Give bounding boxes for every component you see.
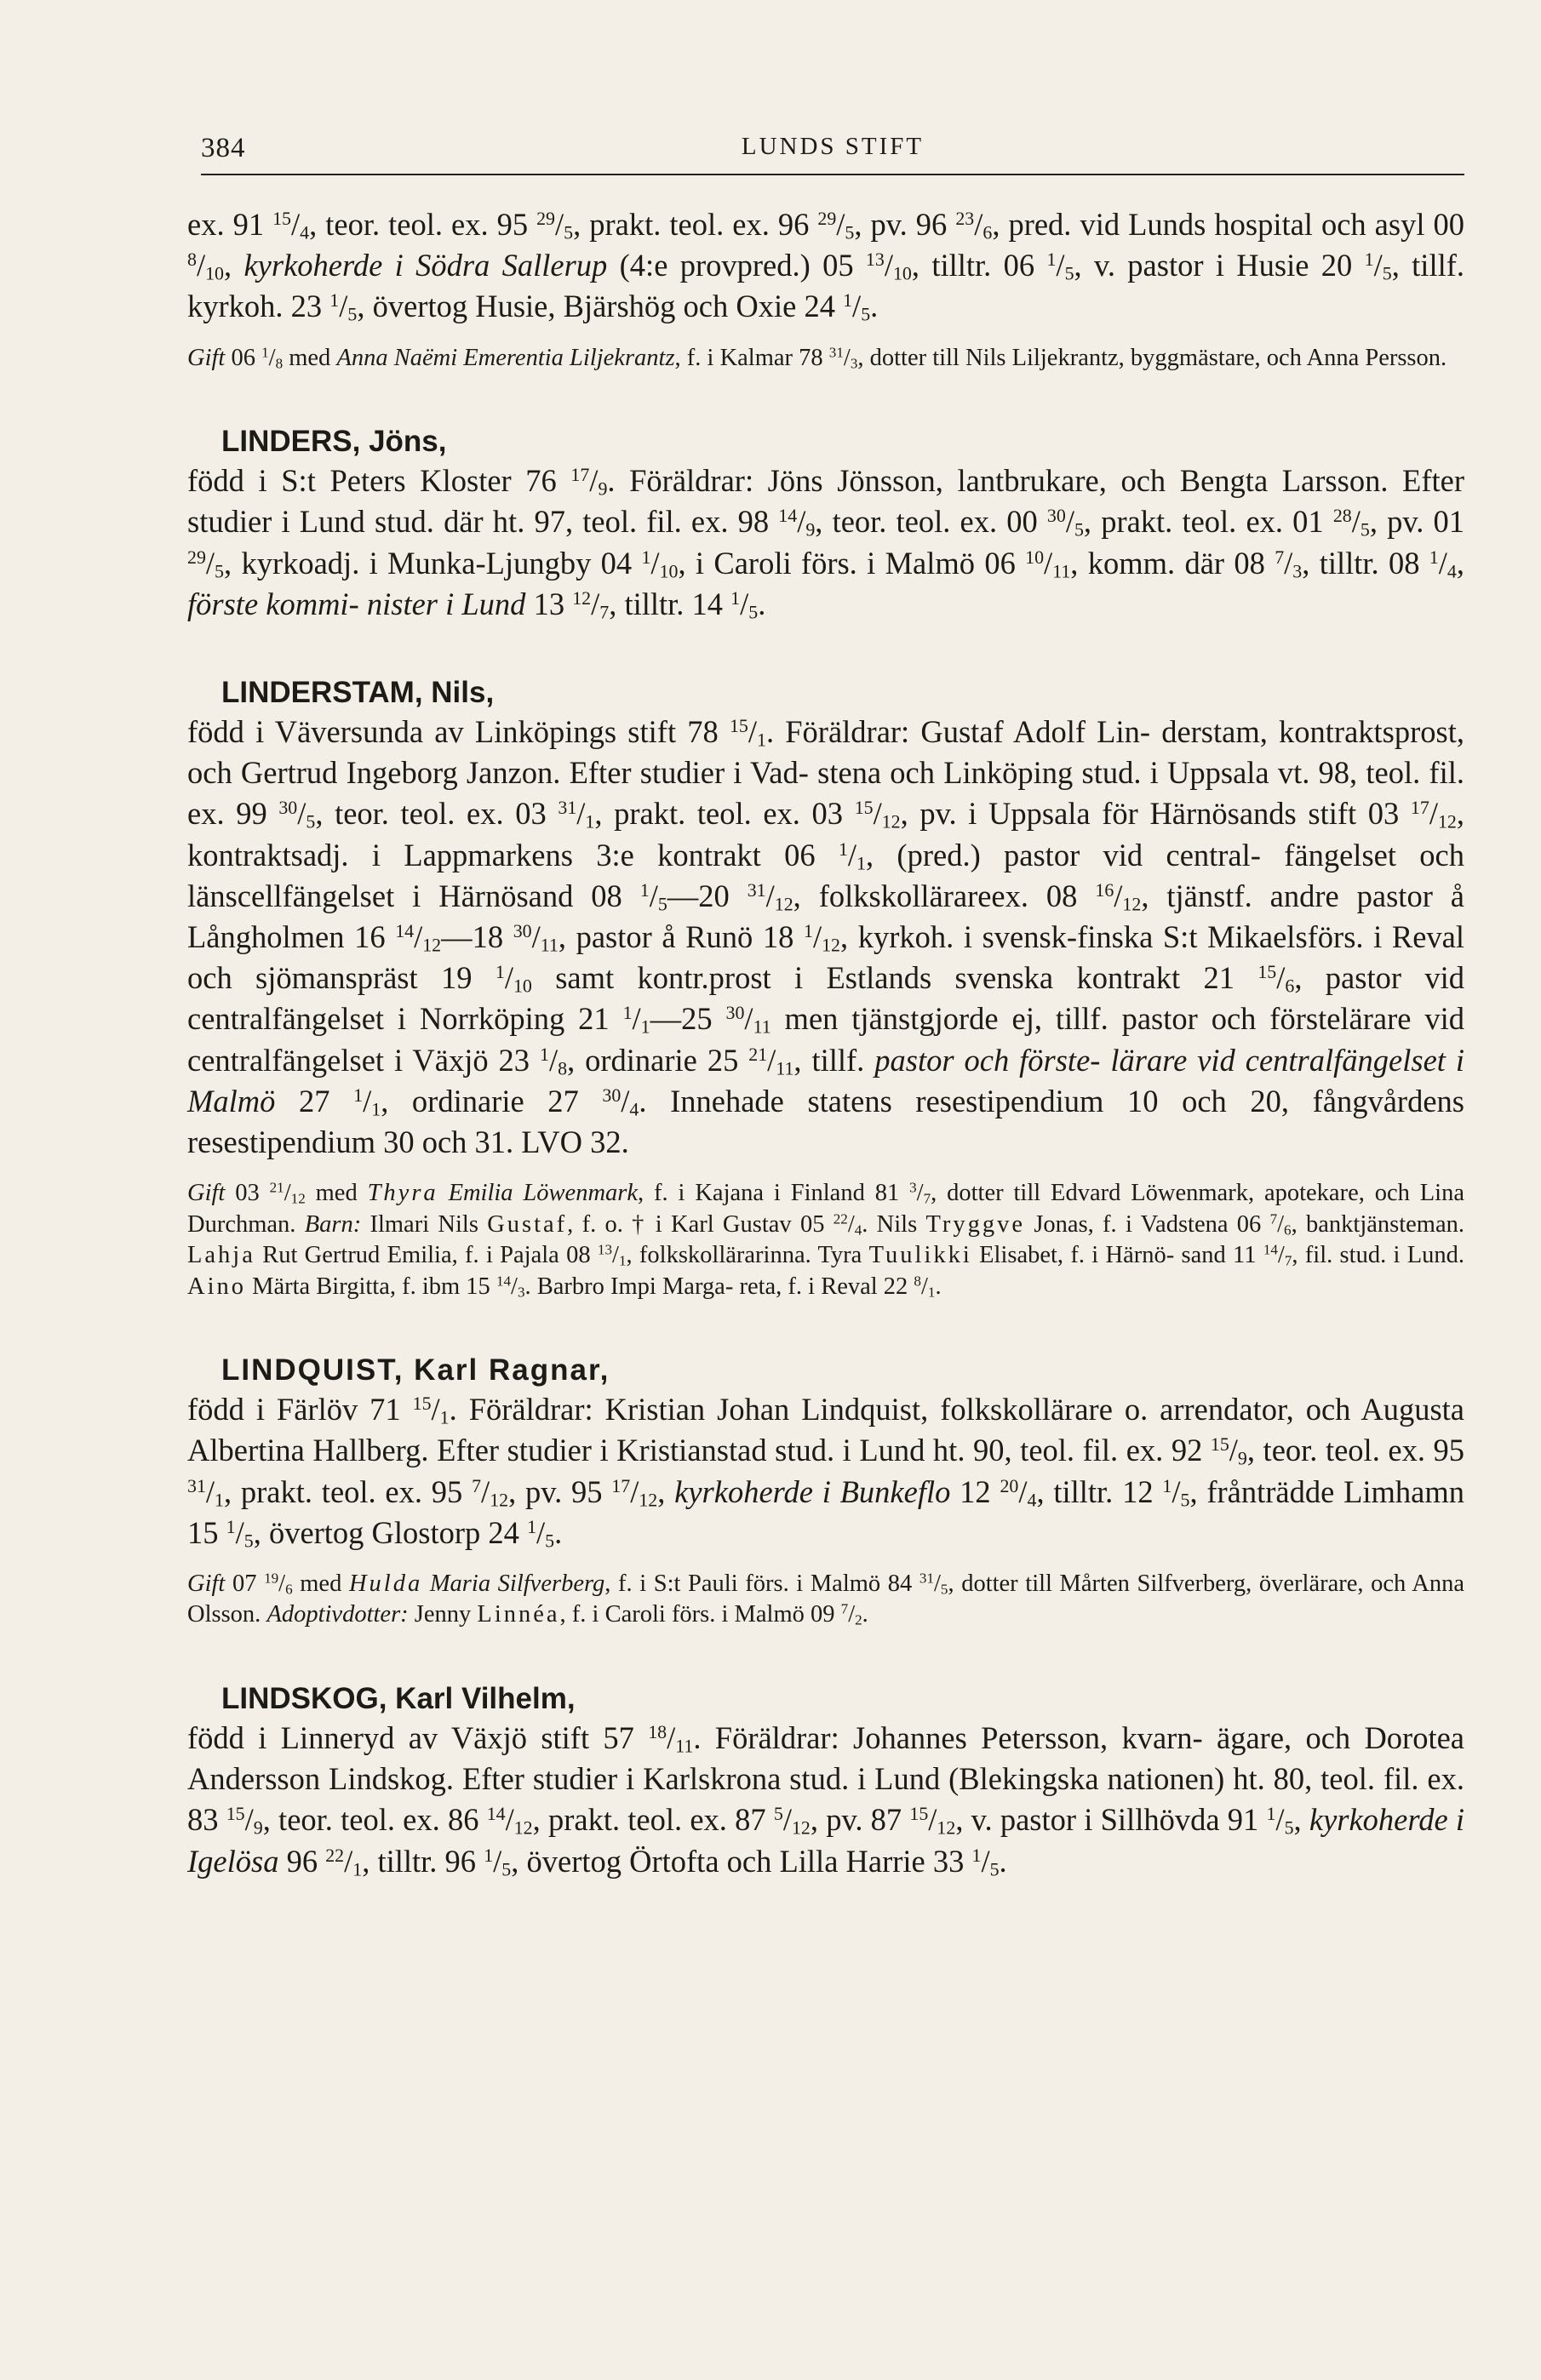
- entry-heading: LINDERSTAM, Nils,: [221, 675, 495, 709]
- entry-family: Gift 07 $^{19}/_6$ med Hulda Maria Silfverberg, f. i S:t Pauli förs. i Malmö 84 $^{31}/_5$, dotter till Mårten Silfverberg, överlärare, och Anna Olsson. Adoptivdotter: Jenny Linnéa, f. i Caroli förs. i Malmö 09 $^7/_2$.: [187, 1570, 1465, 1628]
- entry-body: född i S:t Peters Kloster 76 $^{17}/_9$. Föräldrar: Jöns Jönsson, lantbrukare, och Bengta Larsson. Efter studier i Lund stud. där ht. 97, teol. fil. ex. 98 $^{14}/_9$, teor. teol. ex. 00 $^{30}/_5$, prakt. teol. ex. 01 $^{28}/_5$, pv. 01 $^{29}/_5$, kyrkoadj. i Munka-Ljungby 04 $^1/_{10}$, i Caroli förs. i Malmö 06 $^{10}/_{11}$, komm. där 08 $^7/_3$, tilltr. 08 $^1/_4$, förste kommi- nister i Lund 13 $^{12}/_7$, tilltr. 14 $^1/_5$.: [187, 463, 1464, 623]
- entry-heading: LINDSKOG, Karl Vilhelm,: [221, 1681, 576, 1715]
- entry-heading: LINDERS, Jöns,: [221, 425, 447, 459]
- entry-heading: LINDQUIST, Karl Ragnar,: [221, 1353, 610, 1387]
- entry-linders: [187, 423, 1464, 625]
- entry-linderstam: [187, 674, 1464, 1302]
- running-title: LUNDS STIFT: [741, 133, 925, 160]
- biography-list: [187, 204, 1464, 1882]
- entry-body: född i Färlöv 71 $^{15}/_1$. Föräldrar: Kristian Johan Lindquist, folkskollärare o. arrendator, och Augusta Albertina Hallberg. Efter studier i Kristianstad stud. i Lund ht. 90, teol. fil. ex. 92 $^{15}/_9$, teor. teol. ex. 95 $^{31}/_1$, prakt. teol. ex. 95 $^7/_{12}$, pv. 95 $^{17}/_{12}$, kyrkoherde i Bunkeflo 12 $^{20}/_4$, tilltr. 12 $^1/_5$, frånträdde Limhamn 15 $^1/_5$, övertog Glostorp 24 $^1/_5$.: [187, 1392, 1464, 1552]
- entry-body: ex. 91 $^{15}/_4$, teor. teol. ex. 95 $^{29}/_5$, prakt. teol. ex. 96 $^{29}/_5$, pv. 96 $^{23}/_6$, pred. vid Lunds hospital och asyl 00 $^8/_{10}$, kyrkoherde i Södra Sallerup (4:e provpred.) 05 $^{13}/_{10}$, tilltr. 06 $^1/_5$, v. pastor i Husie 20 $^1/_5$, tillf. kyrkoh. 23 $^1/_5$, övertog Husie, Bjärshög och Oxie 24 $^1/_5$.: [187, 207, 1465, 325]
- entry-lindskog: [187, 1680, 1464, 1882]
- entry-body: född i Väversunda av Linköpings stift 78 $^{15}/_1$. Föräldrar: Gustaf Adolf Lin- derstam, kontraktsprost, och Gertrud Ingeborg Janzon. Efter studier i Vad- stena och Linköping stud. i Uppsala vt. 98, teol. fil. ex. 99 $^{30}/_5$, teor. teol. ex. 03 $^{31}/_1$, prakt. teol. ex. 03 $^{15}/_{12}$, pv. i Uppsala för Härnösands stift 03 $^{17}/_{12}$, kontraktsadj. i Lappmarkens 3:e kontrakt 06 $^1/_1$, (pred.) pastor vid central- fängelset och länscellfängelset i Härnösand 08 $^1/_5—20$ $^{31}/_{12}$, folkskollärareex. 08 $^{16}/_{12}$, tjänstf. andre pastor å Långholmen 16 $^{14}/_{12}—18$ $^{30}/_{11}$, pastor å Runö 18 $^1/_{12}$, kyrkoh. i svensk-finska S:t Mikaelsförs. i Reval och sjömanspräst 19 $^1/_{10}$ samt kontr.prost i Estlands svenska kontrakt 21 $^{15}/_6$, pastor vid centralfängelset i Norrköping 21 $^1/_1—25$ $^{30}/_{11}$ men tjänstgjorde ej, tillf. pastor och förstelärare vid centralfängelset i Växjö 23 $^1/_8$, ordinarie 25 $^{21}/_{11}$, tillf. pastor och förste- lärare vid centralfängelset i Malmö 27 $^1/_1$, ordinarie 27 $^{30}/_4$. Innehade statens resestipendium 10 och 20, fångvårdens resestipendium 30 och 31. LVO 32.: [187, 713, 1465, 1159]
- entry-family: Gift 06 $^1/_8$ med Anna Naëmi Emerentia Liljekrantz, f. i Kalmar 78 $^{31}/_3$, dotter till Nils Liljekrantz, byggmästare, och Anna Persson.: [187, 344, 1447, 372]
- running-header: [201, 129, 1464, 175]
- page-number: 384: [201, 133, 246, 163]
- entry-continued: [187, 204, 1464, 374]
- entry-body: född i Linneryd av Växjö stift 57 $^{18}/_{11}$. Föräldrar: Johannes Petersson, kvarn- ägare, och Dorotea Andersson Lindskog. Efter studier i Karlskrona stud. i Lund (Blekingska nationen) ht. 80, teol. fil. ex. 83 $^{15}/_9$, teor. teol. ex. 86 $^{14}/_{12}$, prakt. teol. ex. 87 $^5/_{12}$, pv. 87 $^{15}/_{12}$, v. pastor i Sillhövda 91 $^1/_5$, kyrkoherde i Igelösa 96 $^{22}/_1$, tilltr. 96 $^1/_5$, övertog Örtofta och Lilla Harrie 33 $^1/_5$.: [187, 1719, 1465, 1879]
- entry-family: Gift 03 $^{21}/_{12}$ med Thyra Emilia Löwenmark, f. i Kajana i Finland 81 $^3/_7$, dotter till Edvard Löwenmark, apotekare, och Lina Durchman. Barn: Ilmari Nils Gustaf, f. o. † i Karl Gustav 05 $^{22}/_4$. Nils Tryggve Jonas, f. i Vadstena 06 $^7/_6$, banktjänsteman. Lahja Rut Gertrud Emilia, f. i Pajala 08 $^{13}/_1$, folkskollärarinna. Tyra Tuulikki Elisabet, f. i Härnö- sand 11 $^{14}/_7$, fil. stud. i Lund. Aino Märta Birgitta, f. ibm 15 $^{14}/_3$. Barbro Impi Marga- reta, f. i Reval 22 $^8/_1$.: [187, 1179, 1465, 1301]
- entry-lindquist: [187, 1352, 1464, 1631]
